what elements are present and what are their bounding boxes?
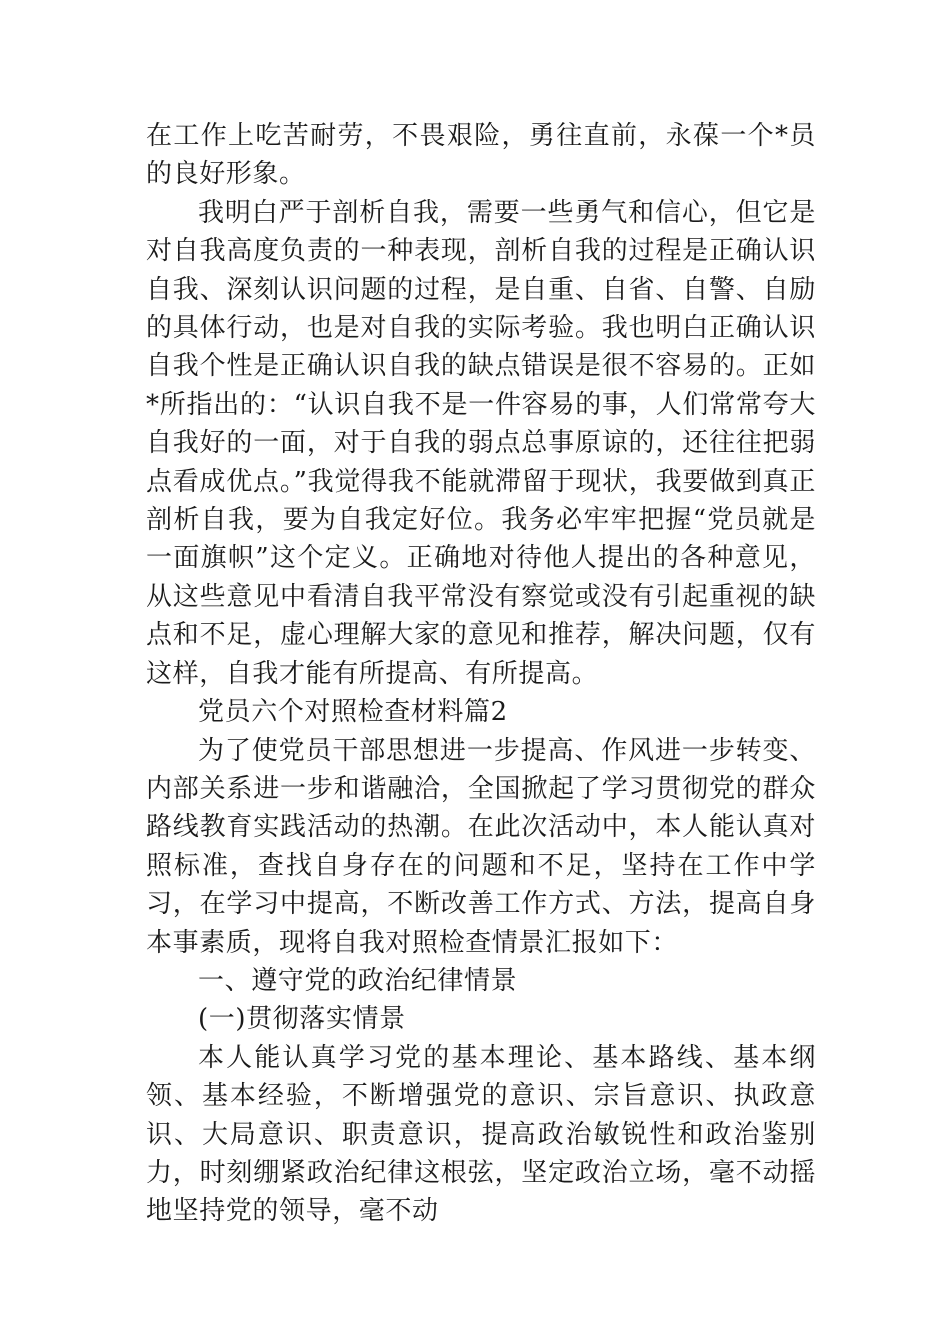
paragraph-introduction: 为了使党员干部思想进一步提高、作风进一步转变、内部关系进一步和谐融洽，全国掀起了学习贯彻党的群众路线教育实践活动的热潮。在此次活动中，本人能认真对照标准，查找自身存在的问题和不足，坚持在工作中学习，在学习中提高，不断改善工作方式、方法，提高自身本事素质，现将自我对照检查情景汇报如下：	[146, 735, 816, 958]
paragraph-implementation: 本人能认真学习党的基本理论、基本路线、基本纲领、基本经验，不断增强党的意识、宗旨意识、执政意识、大局意识、职责意识，提高政治敏锐性和政治鉴别力，时刻绷紧政治纪律这根弦，坚定政治立场，毫不动摇地坚持党的领导，毫不动	[146, 1042, 816, 1227]
paragraph-self-analysis: 我明白严于剖析自我，需要一些勇气和信心，但它是对自我高度负责的一种表现，剖析自我的过程是正确认识自我、深刻认识问题的过程，是自重、自省、自警、自励的具体行动，也是对自我的实际考验。我也明白正确认识自我个性是正确认识自我的缺点错误是很不容易的。正如*所指出的：“认识自我不是一件容易的事，人们常常夸大自我好的一面，对于自我的弱点总事原谅的，还往往把弱点看成优点。”我觉得我不能就滞留于现状，我要做到真正剖析自我，要为自我定好位。我务必牢牢把握“党员就是一面旗帜”这个定义。正确地对待他人提出的各种意见，从这些意见中看清自我平常没有察觉或没有引起重视的缺点和不足，虚心理解大家的意见和推荐，解决问题，仅有这样，自我才能有所提高、有所提高。	[146, 197, 816, 689]
document-body	[146, 117, 816, 1231]
section-title: 党员六个对照检查材料篇2	[198, 697, 508, 728]
paragraph-continuation: 在工作上吃苦耐劳，不畏艰险，勇往直前，永葆一个*员的良好形象。	[146, 121, 816, 190]
subheading-implementation: (一)贯彻落实情景	[198, 1004, 406, 1035]
heading-political-discipline: 一、遵守党的政治纪律情景	[198, 965, 518, 996]
